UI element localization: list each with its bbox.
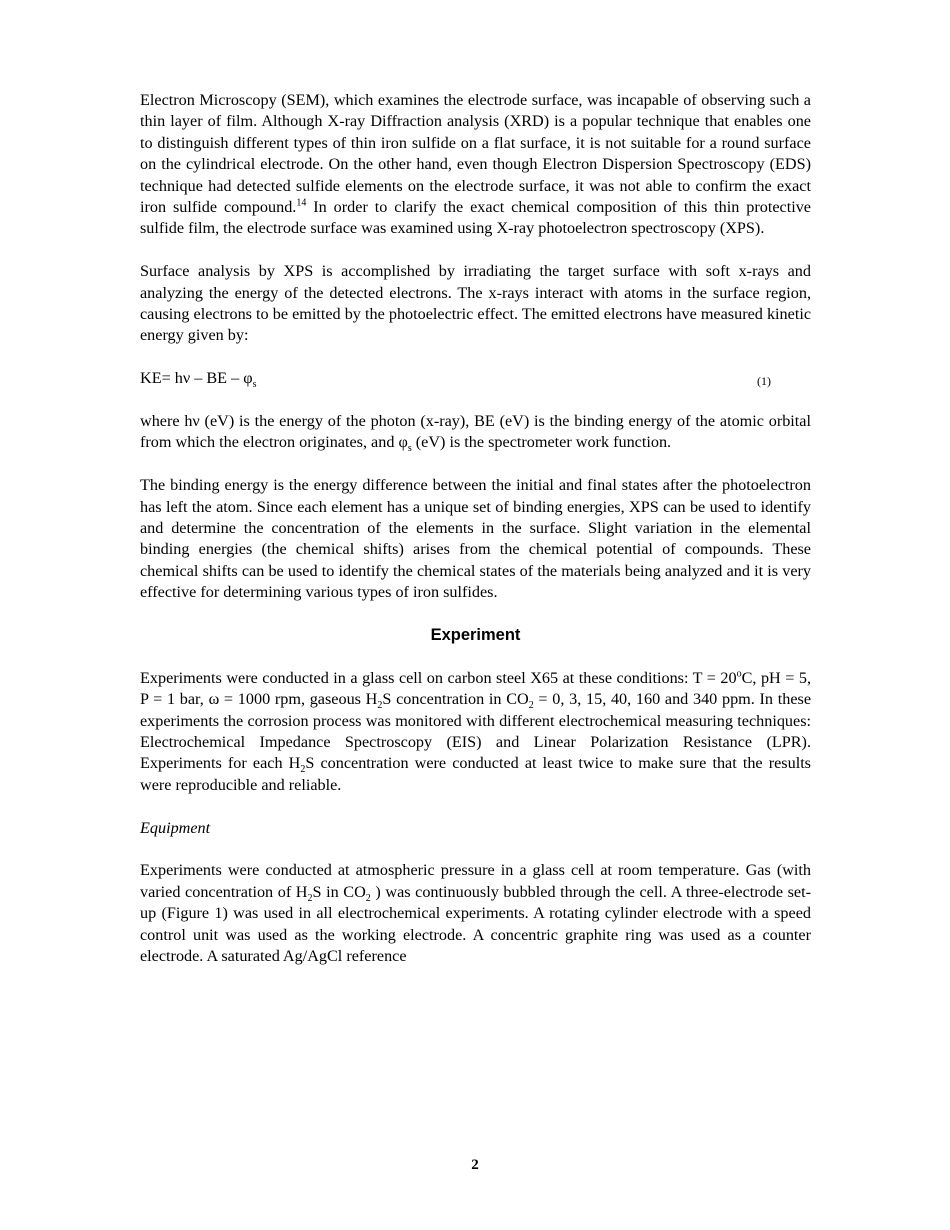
subscript: 2 — [365, 893, 371, 905]
section-heading-experiment: Experiment — [430, 626, 521, 645]
paragraph-text: Experiments were conducted at atmospheric pressure in a glass cell at room temperature. Gas (with varied concentration of H — [140, 861, 811, 901]
paragraph-text: In order to clarify the exact chemical composition of this thin protective sulfide film, the electrode surface was examined using X-ray photoelectron spectroscopy (XPS). — [140, 198, 811, 238]
reference-superscript: 14 — [296, 197, 307, 209]
paragraph-text: S in CO — [312, 882, 366, 901]
equation-number: (1) — [757, 374, 771, 389]
equation-subscript: s — [252, 379, 257, 391]
subscript: 2 — [300, 764, 306, 776]
subscript: 2 — [377, 700, 383, 712]
subscript: 2 — [307, 893, 313, 905]
paragraph-text: S concentration in CO — [382, 690, 529, 709]
equation-main: KE= hν – BE – φ — [140, 369, 253, 388]
paragraph-text: C, pH = 5, P = 1 bar, ω = 1000 rpm, gaseous H — [140, 668, 811, 709]
paragraph-sem-xrd-eds — [140, 90, 811, 240]
equation-text — [140, 369, 257, 391]
paragraph-equipment — [140, 860, 811, 967]
paragraph-equation-terms — [140, 411, 811, 454]
superscript: o — [736, 668, 742, 680]
paragraph-text: = 0, 3, 15, 40, 160 and 340 ppm. In these experiments the corrosion process was monitored with different electrochemical measuring techniques: Electrochemical Impedance Spectroscopy (EIS) and Linear Polarization Resistance (LPR). Experiments for each H — [140, 690, 812, 773]
paragraph-binding-energy: The binding energy is the energy difference between the initial and final states after the photoelectron has left the atom. Since each element has a unique set of binding energies, XPS can be used to identify and determine the concentration of the elements in the surface. Slight variation in the elemental binding energies (the chemical shifts) arises from the chemical potential of compounds. These chemical shifts can be used to identify the chemical states of the materials being analyzed and it is very effective for determining various types of iron sulfides. — [140, 476, 811, 602]
subscript: 2 — [528, 700, 534, 712]
page-body — [140, 90, 811, 989]
paragraph-text: Experiments were conducted in a glass cell on carbon steel X65 at these conditions: T = 20 — [140, 668, 737, 687]
paragraph-text: where hν (eV) is the energy of the photon (x-ray), BE (eV) is the binding energy of the atomic orbital from which the electron originates, and φ — [140, 412, 811, 452]
paragraph-text: (eV) is the spectrometer work function. — [411, 433, 672, 452]
paragraph-xps-intro: Surface analysis by XPS is accomplished by irradiating the target surface with soft x-rays and analyzing the energy of the detected electrons. The x-rays interact with atoms in the surface region, causing electrons to be emitted by the photoelectric effect. The emitted electrons have measured kinetic energy given by: — [140, 262, 811, 345]
subsection-heading-equipment: Equipment — [140, 818, 211, 837]
page-number: 2 — [471, 1157, 479, 1173]
paragraph-experiment-conditions — [140, 668, 811, 796]
subscript: s — [407, 443, 412, 455]
paragraph-text: ) was continuously bubbled through the cell. A three-electrode set-up (Figure 1) was used in all electrochemical experiments. A rotating cylinder electrode with a speed control unit was used as the working electrode. A concentric graphite ring was used as a counter electrode. A saturated Ag/AgCl reference — [140, 882, 811, 966]
equation-1 — [140, 368, 811, 389]
paragraph-text: Electron Microscopy (SEM), which examines the electrode surface, was incapable of observing such a thin layer of film. Although X-ray Diffraction analysis (XRD) is a popular technique that enables one to distinguish different types of thin iron sulfide on a flat surface, it is not suitable for a round surface on the cylindrical electrode. On the other hand, even though Electron Dispersion Spectroscopy (EDS) technique had detected sulfide elements on the electrode surface, it was not able to confirm the exact iron sulfide compound. — [140, 91, 811, 217]
paragraph-text: S concentration were conducted at least twice to make sure that the results were reproducible and reliable. — [140, 754, 811, 794]
